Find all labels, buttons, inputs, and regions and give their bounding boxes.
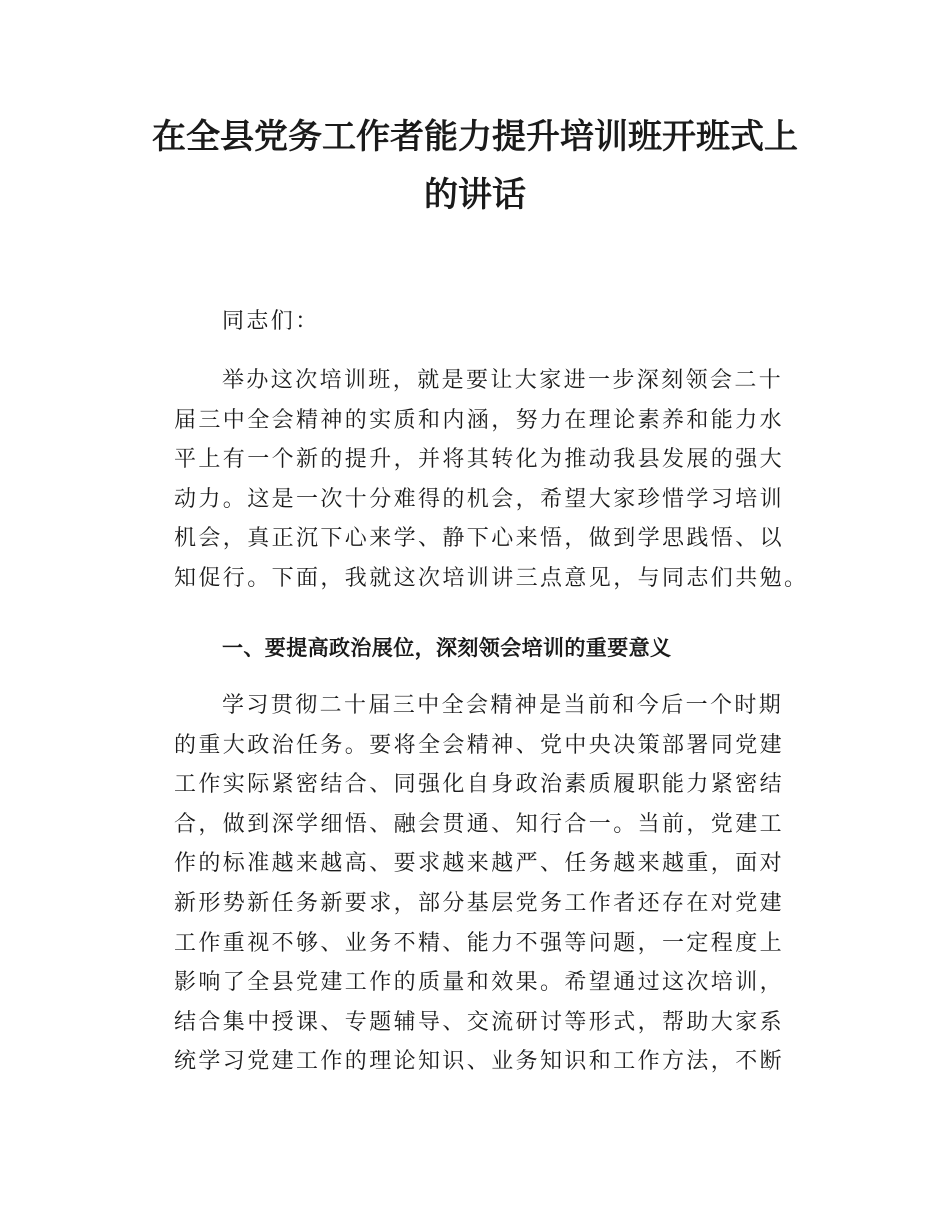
paragraph-line: 知促行。下面，我就这次培训讲三点意见，与同志们共勉。 — [174, 565, 809, 591]
paragraph-line: 影响了全县党建工作的质量和效果。希望通过这次培训， — [174, 970, 785, 996]
document-title — [140, 108, 810, 224]
paragraph-line: 届三中全会精神的实质和内涵，努力在理论素养和能力水 — [174, 407, 785, 433]
salutation-text: 同志们： — [222, 309, 320, 334]
paragraph-section-1 — [174, 686, 814, 1082]
paragraph-line: 合，做到深学细悟、融会贯通、知行合一。当前，党建工 — [174, 811, 785, 837]
paragraph-line: 平上有一个新的提升，并将其转化为推动我县发展的强大 — [174, 447, 785, 473]
paragraph-line: 结合集中授课、专题辅导、交流研讨等形式，帮助大家系 — [174, 1009, 785, 1035]
paragraph-intro — [174, 361, 814, 599]
paragraph-line: 新形势新任务新要求，部分基层党务工作者还存在对党建 — [174, 890, 785, 916]
paragraph-line: 作的标准越来越高、要求越来越严、任务越来越重，面对 — [174, 851, 785, 877]
paragraph-line: 统学习党建工作的理论知识、业务知识和工作方法，不断 — [174, 1049, 785, 1075]
paragraph-line: 动力。这是一次十分难得的机会，希望大家珍惜学习培训 — [174, 486, 785, 512]
salutation — [174, 302, 862, 342]
paragraph-line: 举办这次培训班，就是要让大家进一步深刻领会二十 — [222, 368, 784, 393]
paragraph-line: 的重大政治任务。要将全会精神、党中央决策部署同党建 — [174, 732, 785, 758]
title-line: 在全县党务工作者能力提升培训班开班式上 — [152, 117, 798, 157]
paragraph-line: 学习贯彻二十届三中全会精神是当前和今后一个时期 — [222, 693, 784, 718]
paragraph-line: 工作实际紧密结合、同强化自身政治素质履职能力紧密结 — [174, 772, 785, 798]
section-heading-1: 一、要提高政治展位，深刻领会培训的重要意义 — [222, 636, 672, 660]
title-line: 的讲话 — [424, 175, 526, 215]
paragraph-line: 机会，真正沉下心来学、静下心来悟，做到学思践悟、以 — [174, 526, 785, 552]
paragraph-line: 工作重视不够、业务不精、能力不强等问题，一定程度上 — [174, 930, 785, 956]
